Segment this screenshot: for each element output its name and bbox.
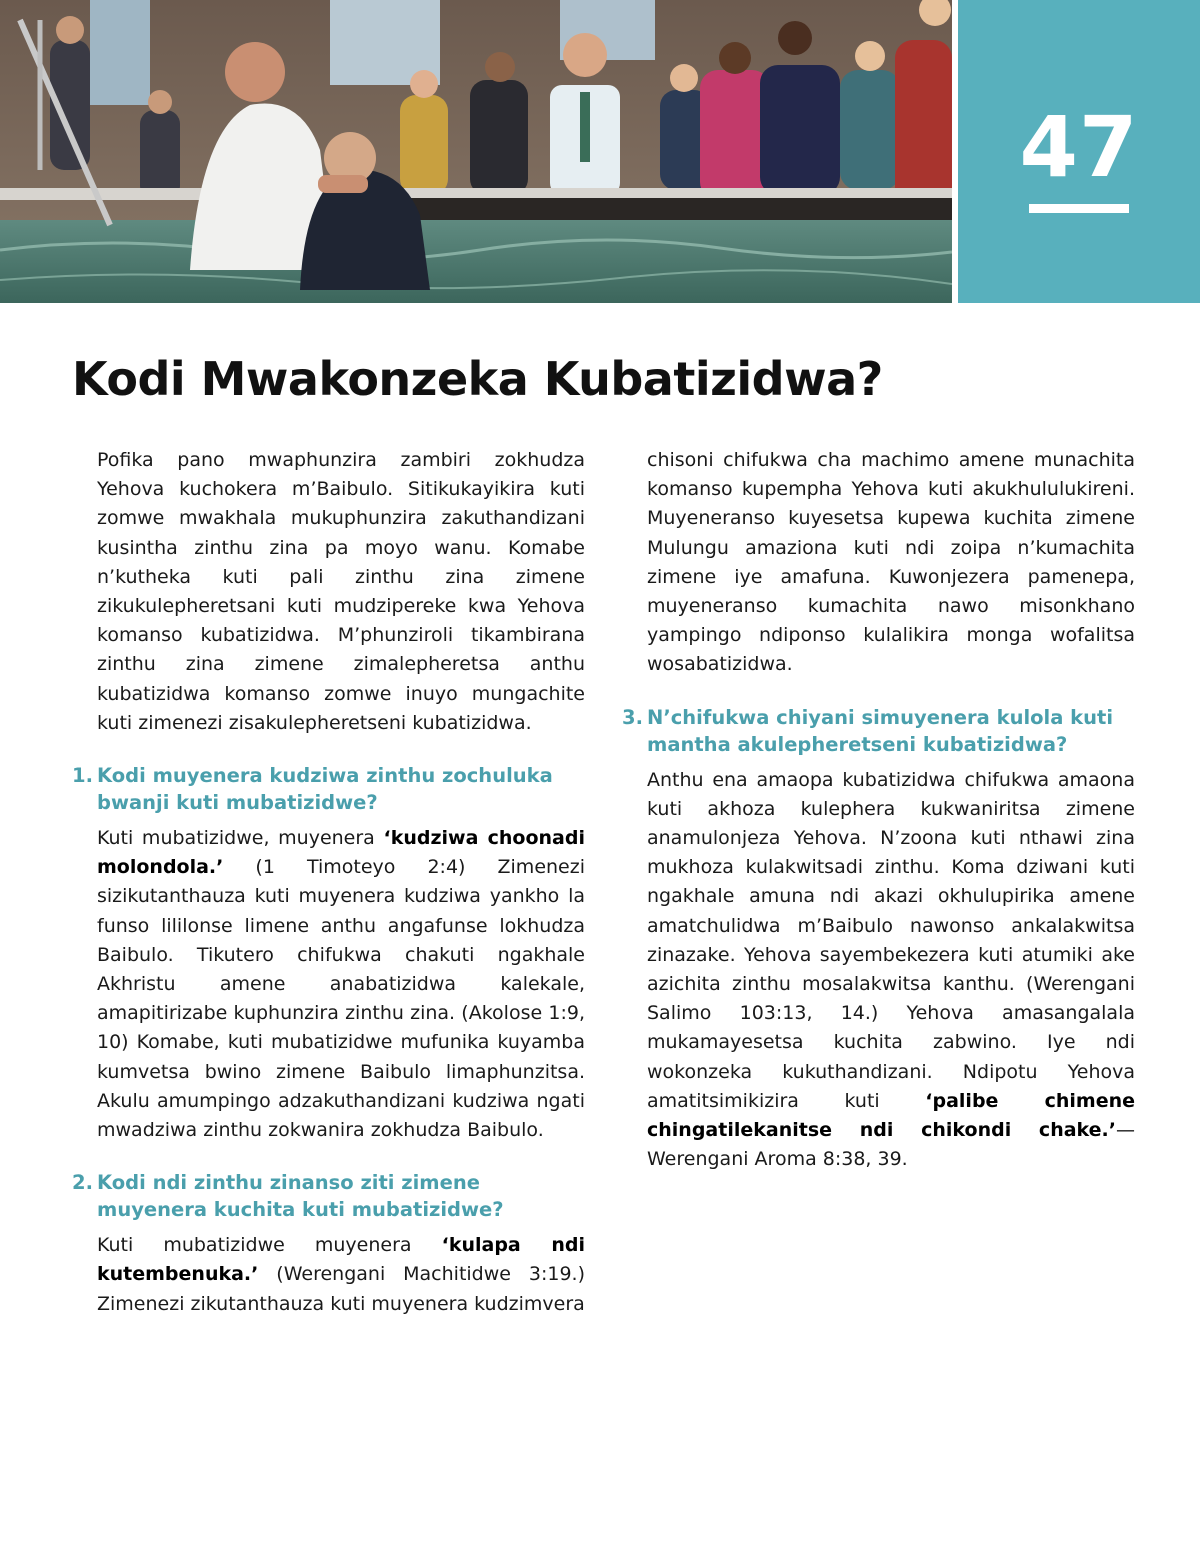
section-2-paragraph-continued [647,446,1135,680]
lesson-badge [958,0,1200,303]
right-column [622,446,1135,1174]
section-1-number: 1. [72,764,93,788]
lesson-number: 47 [1019,98,1139,196]
section-2-text-before: Kuti mubatizidwe muyenera [97,1234,442,1257]
section-1-heading-text: Kodi muyenera kudziwa zinthu zochuluka bwanji kuti mubatizidwe? [97,764,553,815]
section-3-text-after: —Werengani Aroma 8:38, 39. [647,1119,1135,1171]
section-2-heading [72,1169,585,1223]
section-2-text-after-right: chisoni chifukwa cha machimo amene munachita komanso kupempha Yehova kuti akukhululukireni. Muyeneranso kuyesetsa kupewa kuchita zimene Mulungu amaziona kuti ndi zoipa n’kumachita zimene iye amafuna. Kuwonjezera pamenepa, muyeneranso kumachita nawo misonkhano yampingo ndiponso kulalikira monga wofalitsa wosabatizidwa. [647,449,1135,676]
section-3-number: 3. [622,705,643,729]
section-2-emphasis: ‘kulapa ndi kutembenuka.’ [97,1234,585,1286]
badge-underline [1029,204,1129,213]
section-1-text-after: (1 Timoteyo 2:4) Zimenezi sizikutanthauza kuti muyenera kudziwa yankho la funso lililonse limene anthu angafunse lokhudza Baibulo. Tikutero chifukwa chakuti ngakhale Akhristu amene anabatizidwa kalekale, amapitirizabe kuphunzira zinthu zina. (Akolose 1:9, 10) Komabe, kuti mubatizidwe mufunika kuyamba kumvetsa bwino zimene Baibulo limaphunzitsa. Akulu amumpingo adzakuthandizani kudziwa ngati mwadziwa zinthu zokwanira zokhudza Baibulo. [97,856,585,1142]
section-1-emphasis: ‘kudziwa choonadi molondola.’ [97,827,585,879]
section-3-paragraph [647,766,1135,1175]
section-2-heading-text: Kodi ndi zinthu zinanso ziti zimene muyenera kuchita kuti mubatizidwe? [97,1171,504,1222]
section-3-heading-text: N’chifukwa chiyani simuyenera kulola kuti mantha akulepheretseni kubatizidwa? [647,705,1114,756]
baptism-photo [0,0,952,303]
section-1-paragraph [97,824,585,1145]
section-3-emphasis: ‘palibe chimene chingatilekanitse ndi chikondi chake.’ [647,1089,1135,1142]
intro-paragraph: Pofika pano mwaphunzira zambiri zokhudza Yehova kuchokera m’Baibulo. Sitikukayikira kuti zomwe mwakhala mukuphunzira zakuthandizani kusintha zinthu zina pa moyo wanu. Komabe n’kutheka kuti pali zinthu zina zimene zikukulepheretsani kuti mudzipereke kwa Yehova komanso kubatizidwa. M’phunziroli tikambirana zinthu zina zimene zimalepheretsa anthu kubatizidwa komanso zomwe inuyo mungachite kuti zimenezi zisakulepheretseni kubatizidwa. [97,449,585,734]
baptism-photo-illustration [0,0,952,303]
section-2-paragraph [97,1231,585,1319]
section-2-number: 2. [72,1171,93,1195]
section-3-text-before: Anthu ena amaopa kubatizidwa chifukwa amaona kuti akhoza kulephera kukwaniritsa zimene anamulonjeza Yehova. N’zoona kuti nthawi zina mukhoza kulakwitsadi zinthu. Koma dziwani kuti ngakhale amuna ndi akazi okhulupirika amene amatchulidwa m’Baibulo nawonso ankalakwitsa zinazake. Yehova sayembekezera kuti atumiki ake azichita zinthu mosalakwitsa kanthu. (Werengani Salimo 103:13, 14.) Yehova amasangalala mukamayesetsa kuchita zabwino. Iye ndi wokonzeka kukuthandizani. Ndipotu Yehova amatitsimikizira kuti [647,768,1135,1112]
page-title: Kodi Mwakonzeka Kubatizidwa? [72,352,883,406]
section-1-text-before: Kuti mubatizidwe, muyenera [97,827,384,850]
section-3-heading [622,704,1135,758]
section-1-heading [72,762,585,816]
section-2-text-after-left: (Werengani Machitidwe 3:19.) Zimenezi zikutanthauza kuti muyenera kudzimvera [97,1263,585,1315]
left-column [72,446,585,1319]
